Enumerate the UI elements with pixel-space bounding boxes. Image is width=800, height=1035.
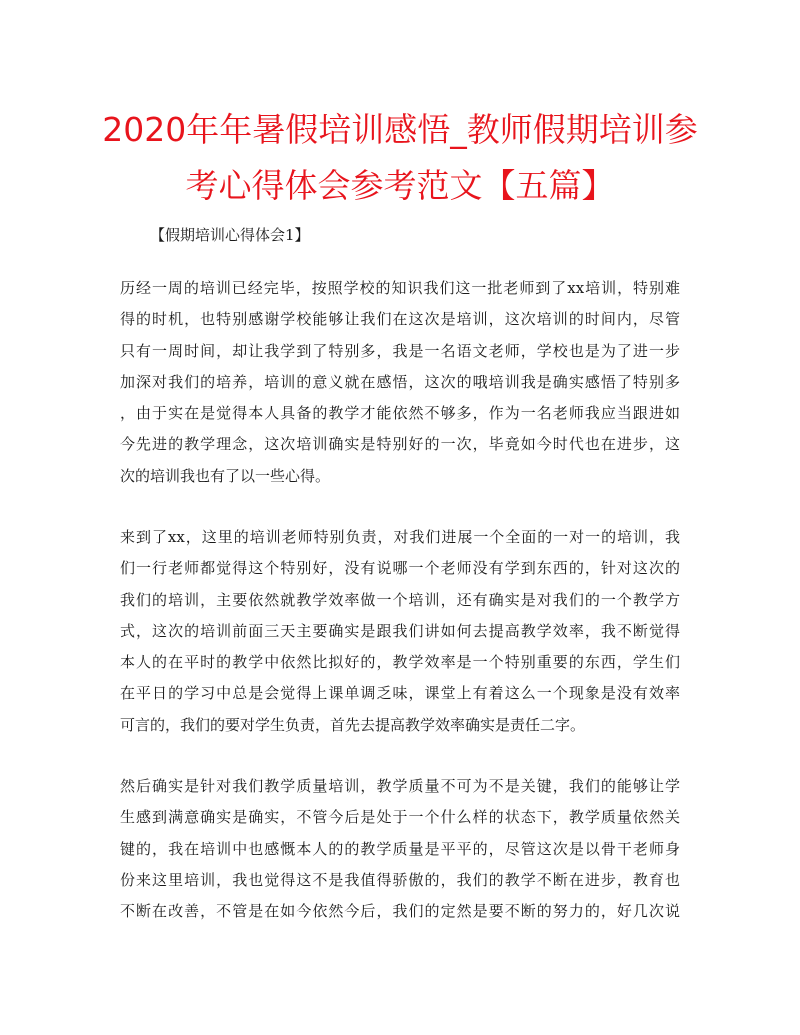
paragraph-1 bbox=[120, 273, 680, 492]
paragraph-line: 我们的培训，主要依然就教学效率做一个培训，还有确实是对我们的一个教学方 bbox=[120, 590, 680, 609]
paragraph-2 bbox=[120, 522, 680, 741]
document-title-line-1: 2020年年暑假培训感悟_教师假期培训参 bbox=[102, 110, 698, 149]
paragraph-line: 可言的，我们的要对学生负责，首先去提高教学效率确实是责任二字。 bbox=[120, 715, 586, 734]
paragraph-3 bbox=[120, 771, 680, 927]
paragraph-line: 不断在改善，不管是在如今依然今后，我们的定然是要不断的努力的，好几次说 bbox=[120, 902, 680, 921]
paragraph-line: ，由于实在是觉得本人具备的教学才能依然不够多，作为一名老师我应当跟进如 bbox=[120, 404, 680, 423]
section-heading: 【假期培训心得体会1】 bbox=[150, 226, 310, 244]
paragraph-line: 今先进的教学理念，这次培训确实是特别好的一次，毕竟如今时代也在进步，这 bbox=[120, 435, 680, 454]
paragraph-line: 来到了xx，这里的培训老师特别负责，对我们进展一个全面的一对一的培训，我 bbox=[120, 528, 680, 546]
paragraph-line: 生感到满意确实是确实，不管今后是处于一个什么样的状态下，教学质量依然关 bbox=[120, 808, 680, 827]
paragraph-line: 历经一周的培训已经完毕，按照学校的知识我们这一批老师到了xx培训，特别难 bbox=[120, 279, 680, 297]
paragraph-line: 然后确实是针对我们教学质量培训，教学质量不可为不是关键，我们的能够让学 bbox=[120, 777, 680, 795]
paragraph-line: 们一行老师都觉得这个特别好，没有说哪一个老师没有学到东西的，针对这次的 bbox=[120, 559, 680, 578]
paragraph-line: 得的时机，也特别感谢学校能够让我们在这次是培训，这次培训的时间内，尽管 bbox=[120, 310, 680, 329]
paragraph-line: 式，这次的培训前面三天主要确实是跟我们讲如何去提高教学效率，我不断觉得 bbox=[120, 621, 680, 640]
document-title-line-2: 考心得体会参考范文【五篇】 bbox=[185, 166, 615, 205]
paragraph-line: 份来这里培训，我也觉得这不是我值得骄傲的，我们的教学不断在进步，教育也 bbox=[120, 870, 680, 889]
paragraph-line: 键的，我在培训中也感慨本人的的教学质量是平平的，尽管这次是以骨干老师身 bbox=[120, 839, 680, 858]
paragraph-line: 在平日的学习中总是会觉得上课单调乏味，课堂上有着这么一个现象是没有效率 bbox=[120, 684, 680, 703]
paragraph-line: 加深对我们的培养，培训的意义就在感悟，这次的哦培训我是确实感悟了特别多 bbox=[120, 372, 680, 391]
paragraph-line: 本人的在平时的教学中依然比拟好的，教学效率是一个特别重要的东西，学生们 bbox=[120, 653, 680, 672]
paragraph-line: 只有一周时间，却让我学到了特别多，我是一名语文老师，学校也是为了进一步 bbox=[120, 341, 680, 360]
paragraph-line: 次的培训我也有了以一些心得。 bbox=[120, 466, 331, 485]
